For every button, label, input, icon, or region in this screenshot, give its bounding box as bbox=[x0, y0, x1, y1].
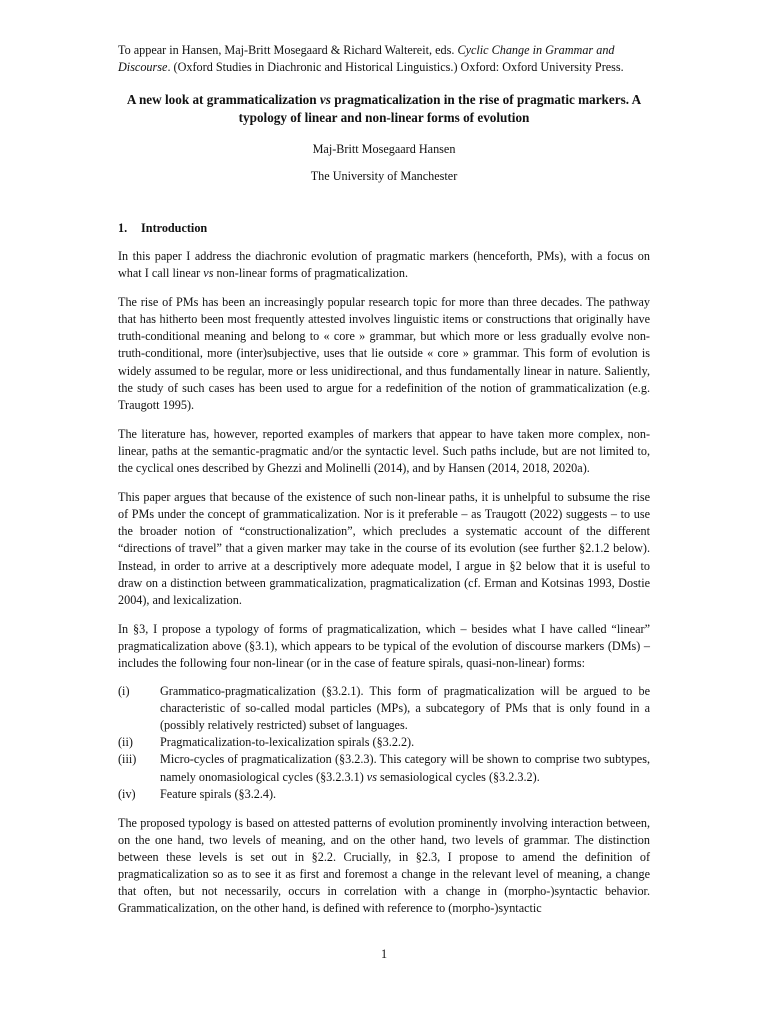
italic-vs: vs bbox=[203, 266, 214, 281]
publication-note-text: To appear in Hansen, Maj-Britt Mosegaard & Richard Waltereit, eds. bbox=[118, 43, 458, 57]
publication-note bbox=[118, 42, 650, 76]
paragraph-5: In §3, I propose a typology of forms of pragmaticalization, which – besides what I have called “linear” pragmaticalization above (§3.1), which appears to be typical of the evolution of discourse markers (DMs) – includes the following four non-linear (or in the case of feature spirals, quasi-non-linear) forms: bbox=[118, 621, 650, 670]
list-item bbox=[118, 751, 650, 785]
author-affiliation: The University of Manchester bbox=[310, 169, 458, 183]
title-text: pragmaticalization in the rise of pragmatic markers. A typology of linear and non-linear forms of evolution bbox=[238, 92, 642, 125]
list-item-label: (iv) bbox=[118, 786, 136, 801]
paragraph-1 bbox=[118, 248, 650, 282]
list-item-text-part: Micro-cycles of pragmaticalization (§3.2.3). This category will be shown to comprise two subtypes, namely onomasiological cycles (§3.2.3.1) bbox=[160, 752, 650, 784]
list-item bbox=[118, 683, 650, 734]
list-item-label: (ii) bbox=[118, 735, 133, 750]
author-name: Maj-Britt Mosegaard Hansen bbox=[312, 142, 456, 156]
page-number: 1 bbox=[380, 947, 388, 961]
pragmaticalization-forms-list bbox=[118, 683, 650, 803]
list-item-label: (iii) bbox=[118, 752, 137, 767]
list-item-label: (i) bbox=[118, 684, 130, 699]
paper-title bbox=[118, 91, 650, 127]
paragraph-2: The rise of PMs has been an increasingly popular research topic for more than three decades. The pathway that has hitherto been most frequently attested involves linguistic items or constructions that originally have truth-conditional meaning and belong to « core » grammar, but which more or less gradually evolve non-truth-conditional, more (inter)subjective, uses that lie outside « core » grammar. This form of evolution is widely assumed to be regular, more or less unidirectional, and thus fundamentally linear in nature. Saliently, the study of such cases has been used to argue for a redefinition of the notion of grammaticalization (e.g. Traugott 1995). bbox=[118, 295, 650, 412]
paragraph-6: The proposed typology is based on attested patterns of evolution prominently involving interaction between, on the one hand, two levels of meaning, and on the other hand, two levels of grammar. The distinction between these levels is set out in §2.2. Crucially, in §2.3, I propose to amend the definition of pragmaticalization so as to see it as first and foremost a change in the relevant level of meaning, a change that often, but not necessarily, occurs in correlation with a change in (morpho-)syntactic behavior. Grammaticalization, on the other hand, is defined with reference to (morpho-)syntactic bbox=[118, 815, 650, 916]
paragraph-3: The literature has, however, reported examples of markers that appear to have taken more complex, non-linear, paths at the semantic-pragmatic and/or the syntactic level. Such paths include, but are not limited to, the cyclical ones described by Ghezzi and Molinelli (2014), and by Hansen (2014, 2018, 2020a). bbox=[118, 426, 650, 476]
paragraph-text: non-linear forms of pragmaticalization. bbox=[213, 266, 409, 281]
volume-title: Cyclic Change in Grammar and Discourse bbox=[118, 43, 615, 74]
list-item-text: Feature spirals (§3.2.4). bbox=[160, 786, 277, 801]
paragraph-4: This paper argues that because of the existence of such non-linear paths, it is unhelpful to subsume the rise of PMs under the concept of grammaticalization. Nor is it preferable – as Traugott (2022) suggests – to use the broader notion of “constructionalization”, which precludes a systematic account of the different “directions of travel” that a given marker may take in the course of its evolution (see further §2.1.2 below). Instead, in order to arrive at a descriptively more adequate model, I argue in §2 below that it is useful to draw on a distinction between grammaticalization, pragmaticalization (cf. Erman and Kotsinas 1993, Dostie 2004), and lexicalization. bbox=[118, 490, 650, 607]
section-title: Introduction bbox=[141, 221, 208, 235]
title-vs: vs bbox=[319, 92, 331, 107]
publication-note-text: . (Oxford Studies in Diachronic and Historical Linguistics.) Oxford: Oxford University Press. bbox=[167, 60, 624, 74]
list-item-text: Pragmaticalization-to-lexicalization spirals (§3.2.2). bbox=[160, 735, 415, 750]
list-item bbox=[118, 734, 650, 751]
paragraph-text: In this paper I address the diachronic evolution of pragmatic markers (henceforth, PMs), with a focus on what I call linear bbox=[118, 249, 650, 281]
section-heading bbox=[118, 220, 650, 237]
paper-page bbox=[118, 38, 650, 917]
list-item bbox=[118, 786, 650, 803]
list-item-text: Grammatico-pragmaticalization (§3.2.1). This form of pragmaticalization will be argued to be characteristic of so-called modal particles (MPs), a subcategory of PMs that is only found in a (possibly relatively restricted) subset of languages. bbox=[160, 684, 650, 733]
title-text: A new look at grammaticalization bbox=[126, 92, 320, 107]
list-item-text bbox=[160, 751, 650, 785]
italic-vs: vs bbox=[366, 769, 377, 784]
section-number: 1. bbox=[118, 221, 128, 235]
list-item-text-part: semasiological cycles (§3.2.3.2). bbox=[376, 769, 540, 784]
